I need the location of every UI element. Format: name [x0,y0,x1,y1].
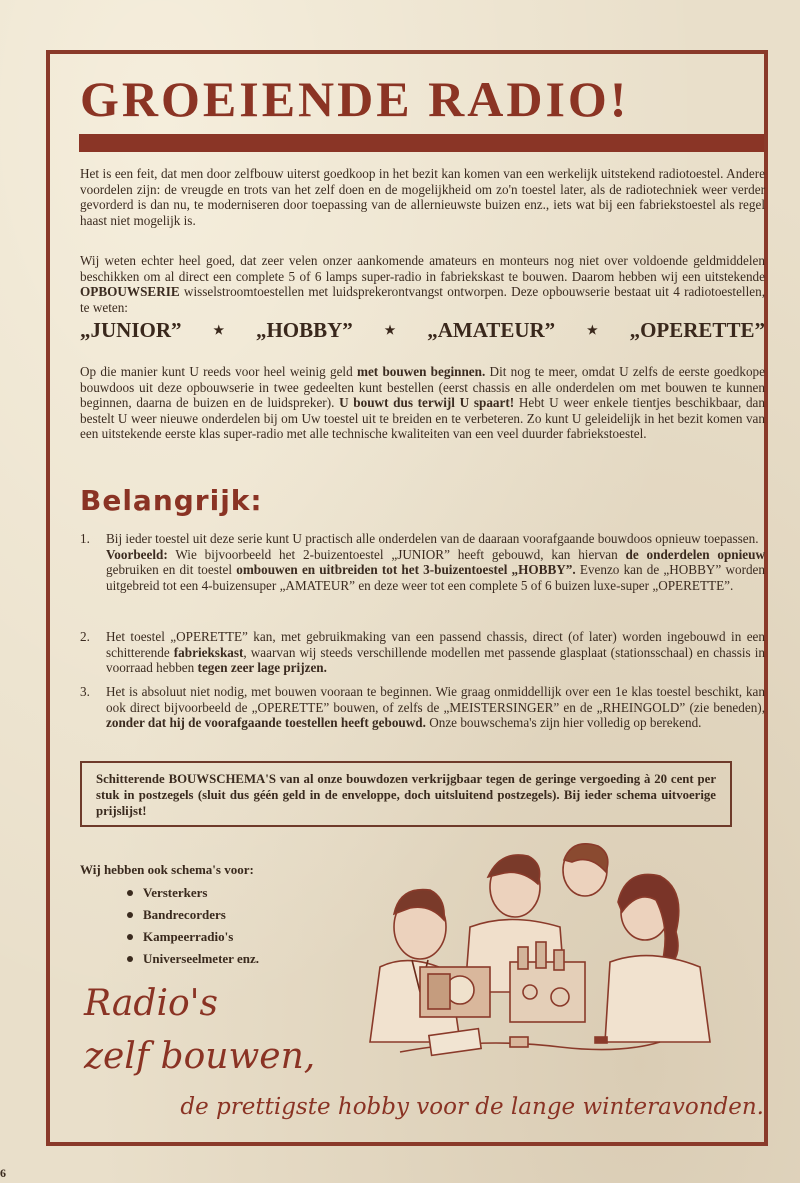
star-separator: ★ [384,323,396,337]
important-item-3 [80,684,765,744]
title-underline-bar [79,134,764,152]
page-title: GROEIENDE RADIO! [80,71,630,127]
series-paragraph-text-end: wisselstroomtoestellen met luidsprekerontvangst ontworpen. Deze opbouwserie bestaat uit 4 radiotoestellen, te weten: [80,284,765,315]
item-1-text-a: Bij ieder toestel uit deze serie kunt U practisch alle onderdelen van de daaraan voorafgaande bouwdoos opnieuw toepassen. [106,531,759,546]
item-number: 1. [80,531,90,546]
bouwschema-notice-box: Schitterende BOUWSCHEMA'S van al onze bouwdozen verkrijgbaar tegen de geringe vergoeding à 20 cent per stuk in postzegels (sluit dus géén geld in de enveloppe, doch uitsluitend postzegels). Bij ieder schema uitvoerige prijslijst! [80,761,732,827]
list-item: Universeelmeter enz. [127,948,259,970]
star-separator: ★ [213,323,225,337]
people-around-radio-illustration [360,842,765,1072]
slogan-line-2: zelf bouwen, [84,1036,316,1077]
savings-bold-1: met bouwen beginnen. [356,364,486,379]
slogan-line-3: de prettigste hobby voor de lange winteravonden. [180,1094,764,1120]
series-paragraph [80,253,765,315]
item-1-bold-c: de onderdelen opnieuw [625,546,765,562]
item-3-text-b: Onze bouwschema's zijn hier volledig op berekend. [425,715,702,731]
list-item: Kampeerradio's [127,926,259,948]
item-3-text-a: Het is absoluut niet nodig, met bouwen vooraan te beginnen. Wie graag onmiddellijk over een 1e klas toestel beschikt, kan ook direct bijvoorbeeld de „OPERETTE” bouwen, of zelfs de „MEISTERSINGER” en de „RHEINGOLD” (zie beneden), [106,684,765,715]
savings-text-1: Op die manier kunt U reeds voor heel weinig geld [80,364,357,379]
item-1-label: Voorbeeld: [106,546,168,562]
slogan-line-1: Radio's [84,983,218,1024]
item-text [106,684,765,731]
item-1-bold-d: ombouwen en uitbreiden tot het 3-buizentoestel „HOBBY”. [236,562,576,578]
savings-text-2: Dit nog te meer, omdat U zelfs de eerste goedkope bouwdoos uit deze opbouwserie in twee gedeelten kunt bestellen (eerst chassis en alle onderdelen om met bouwen te kunnen beginnen, daarna de buizen en de luidspreker). [80,364,765,411]
man-left-figure [370,890,460,1043]
item-1-text-b: Wie bijvoorbeeld het 2-buizentoestel „JUNIOR” heeft gebouwd, kan hiervan [167,546,626,562]
series-paragraph-text: Wij weten echter heel goed, dat zeer velen onzer aankomende amateurs en monteurs nog niet over voldoende geldmiddelen beschikken om al direct een complete 5 of 6 lamps super-radio in fabriekskast te bouwen. Daarom hebben wij een uitstekende [80,253,765,284]
series-operette: „OPERETTE” [629,318,765,342]
woman-figure [605,874,710,1042]
series-paragraph-bold: OPBOUWSERIE [80,284,180,300]
savings-paragraph [80,364,765,442]
man-right-figure [563,844,608,896]
item-text [106,531,765,593]
important-heading: Belangrijk: [80,484,263,517]
page-number: 6 [0,1166,6,1180]
schemas-intro: Wij hebben ook schema's voor: [80,862,254,877]
intro-paragraph: Het is een feit, dat men door zelfbouw uiterst goedkoop in het bezit kan komen van een werkelijk uitstekend radiotoestel. Andere voordelen zijn: de vreugde en trots van het zelf doen en de mogelijkheid om zo'n toestel later, als de radiotechniek weer verder gevorderd is dan nu, te moderniseren door toepassing van de allernieuwste buizen enz., iets wat bij een fabriekstoestel als regel haast niet mogelijk is. [80,166,765,228]
item-2-bold-b: fabriekskast [173,644,244,660]
important-item-1 [80,531,765,625]
savings-text-3: Hebt U weer enkele tientjes beschikbaar, dan bestelt U weer nieuwe onderdelen bij om Uw toestel uit te breiden en te verbeteren. Zo kunt U geleidelijk in het bezit komen van een uitstekende eerste klas super-radio met alle technische kwaliteiten van een veel duurder fabriekstoestel. [80,395,766,442]
list-item: Versterkers [127,882,259,904]
series-junior: „JUNIOR” [80,318,182,342]
item-2-text-b: , waarvan wij steeds verschillende modellen met passende glasplaat (stationsschaal) en chassis in voorraad hebben [106,644,765,676]
item-2-text-a: Het toestel „OPERETTE” kan, met gebruikmaking van een passend chassis, direct (of later) worden ingebouwd in een schitterende [106,629,765,660]
star-separator: ★ [587,323,598,337]
series-amateur: „AMATEUR” [427,318,556,342]
list-item: Bandrecorders [127,904,259,926]
item-2-bold-c: tegen zeer lage prijzen. [197,660,327,676]
series-hobby: „HOBBY” [255,318,353,342]
important-item-2 [80,629,765,679]
savings-bold-2: U bouwt dus terwijl U spaart! [339,395,515,411]
series-list [80,318,765,343]
item-1-text-e: Evenzo kan de „HOBBY” worden uitgebreid tot een 4-buizensuper „AMATEUR” en deze weer tot een complete 5 of 6 buizen luxe-super „OPERETTE”. [106,562,765,593]
item-3-bold-b: zonder dat hij de voorafgaande toestellen heeft gebouwd. [106,715,426,731]
item-text [106,629,765,676]
item-1-text-c: gebruiken en dit toestel [106,562,237,578]
item-number: 3. [80,684,90,699]
item-number: 2. [80,629,90,644]
schema-list [127,882,259,970]
